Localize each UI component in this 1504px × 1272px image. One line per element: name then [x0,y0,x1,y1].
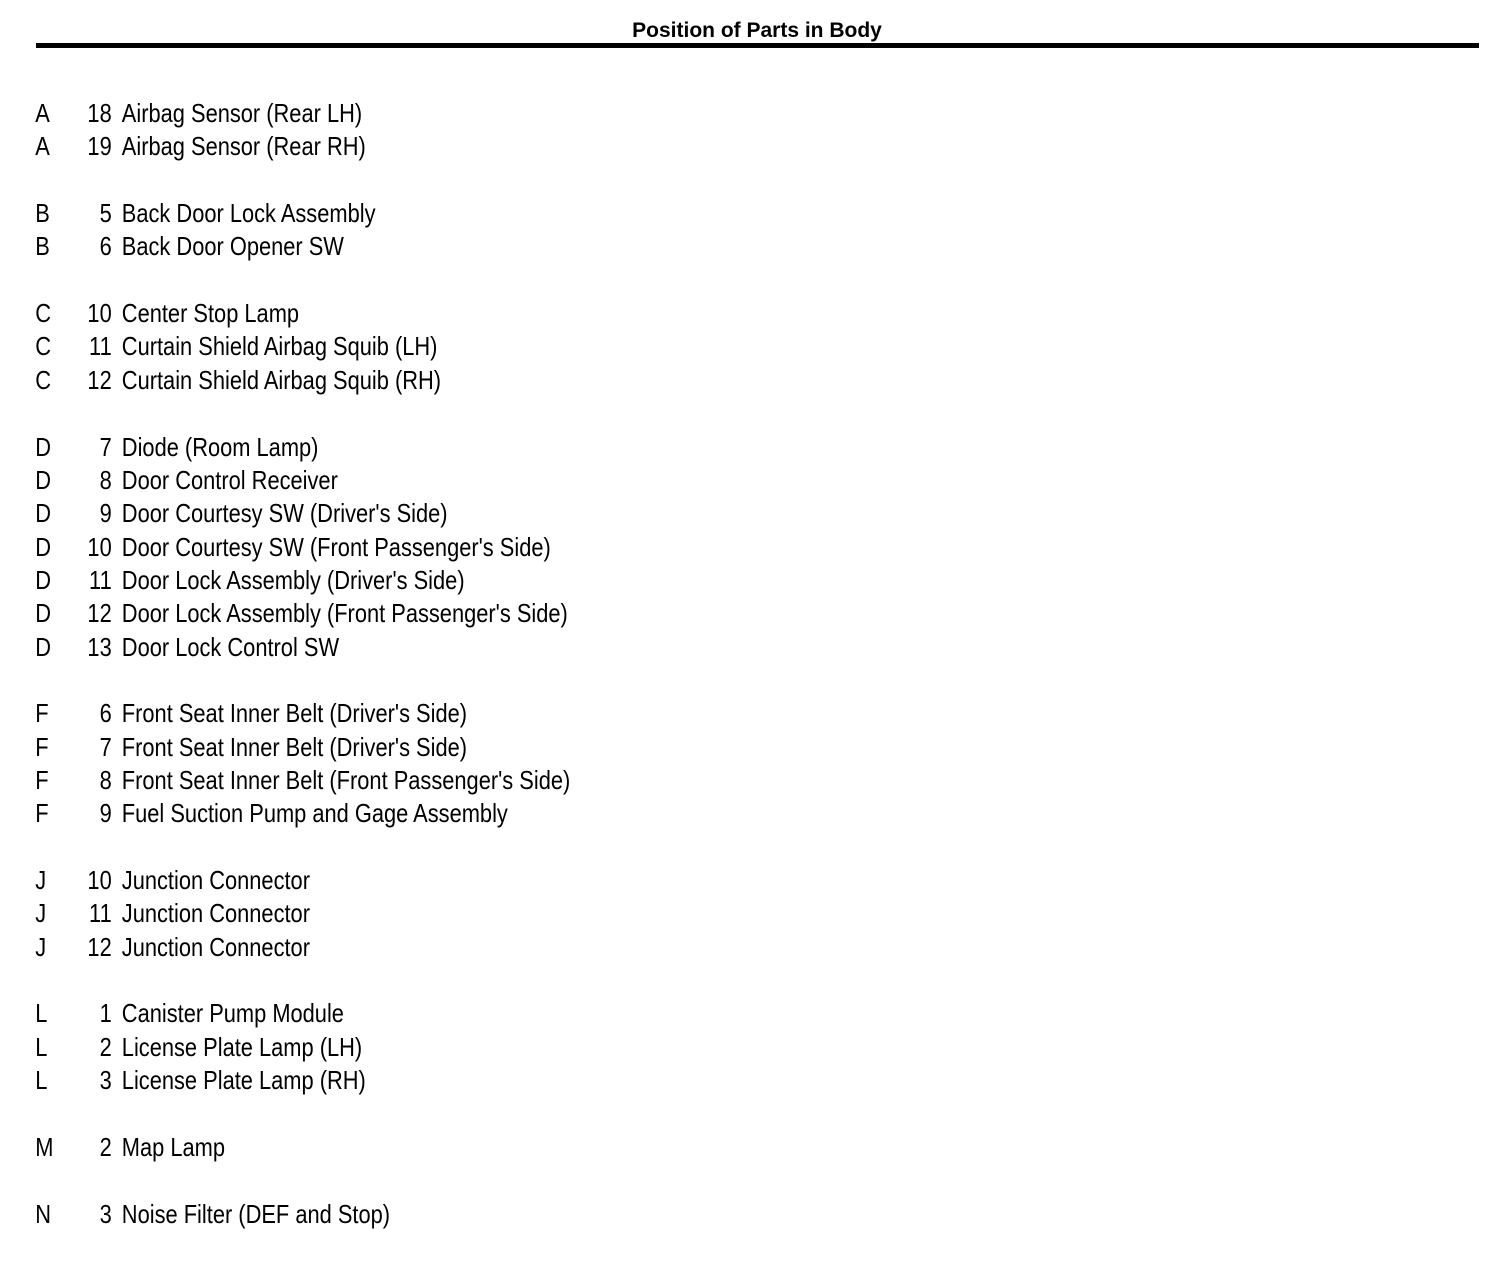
part-number: 18 [87,98,112,128]
part-letter: J [35,931,47,962]
part-number: 3 [99,1198,112,1229]
part-name: Center Stop Lamp [121,298,300,329]
part-name: License Plate Lamp (LH) [121,1031,363,1062]
part-name: Junction Connector [121,931,310,962]
part-letter: D [35,564,52,595]
part-row [0,1063,756,1097]
part-letter: D [35,464,52,495]
part-letter: C [35,364,52,395]
part-name: Back Door Opener SW [121,231,344,262]
part-letter: M [35,1131,54,1162]
part-row [0,129,756,163]
part-number: 19 [87,131,112,162]
part-name: Junction Connector [121,898,310,929]
part-name: Junction Connector [121,865,310,896]
part-name: Noise Filter (DEF and Stop) [121,1198,391,1229]
part-letter: J [35,865,47,896]
part-row [0,563,756,597]
part-row [0,530,756,564]
part-name: Back Door Lock Assembly [121,198,376,229]
part-name: Door Lock Assembly (Front Passenger's Side) [121,598,568,629]
part-letter: J [35,898,47,929]
part-letter: F [35,731,49,762]
part-number: 10 [87,865,112,896]
part-number: 3 [99,1065,112,1096]
part-row [0,730,756,764]
part-name: Airbag Sensor (Rear LH) [121,98,363,128]
part-row [0,796,756,830]
part-letter: F [35,765,49,795]
part-letter: L [35,1031,48,1062]
part-number: 6 [99,698,112,729]
part-letter: L [35,998,48,1029]
part-number: 8 [99,765,112,795]
part-number: 7 [99,431,112,462]
part-row [0,496,756,530]
part-letter: L [35,1065,48,1096]
part-row [0,296,756,330]
part-name: Door Courtesy SW (Front Passenger's Side) [121,531,551,562]
part-name: Airbag Sensor (Rear RH) [121,131,366,162]
part-name: Door Lock Assembly (Driver's Side) [121,564,465,595]
part-number: 12 [87,598,112,629]
part-row [0,463,756,497]
part-row [0,329,756,363]
part-number: 10 [87,298,112,329]
part-name: Front Seat Inner Belt (Front Passenger's Side) [121,765,571,795]
part-letter: C [35,331,52,362]
part-number: 13 [87,631,112,662]
part-row [0,1197,756,1231]
part-row [0,696,756,730]
part-number: 12 [87,364,112,395]
part-number: 1 [99,998,112,1029]
part-name: Curtain Shield Airbag Squib (RH) [121,364,442,395]
part-letter: A [35,98,50,128]
part-number: 11 [89,898,112,929]
part-row [0,896,756,930]
part-number: 5 [99,198,112,229]
part-row [0,1030,756,1064]
part-row [0,1130,756,1164]
part-letter: A [35,131,50,162]
part-row [0,863,756,897]
part-row [0,996,756,1030]
part-letter: B [35,231,50,262]
part-name: Fuel Suction Pump and Gage Assembly [121,798,508,829]
part-row [0,930,756,964]
part-letter: D [35,531,52,562]
part-number: 11 [89,564,112,595]
part-letter: F [35,698,49,729]
part-row [0,363,756,397]
part-number: 9 [99,498,112,529]
part-number: 10 [87,531,112,562]
part-letter: D [35,598,52,629]
part-row [0,229,756,263]
part-number: 6 [99,231,112,262]
part-row [0,763,756,797]
part-row [0,430,756,464]
part-name: Front Seat Inner Belt (Driver's Side) [121,731,468,762]
part-row [0,196,756,230]
part-letter: B [35,198,50,229]
part-name: License Plate Lamp (RH) [121,1065,366,1096]
page-title: Position of Parts in Body [632,19,882,42]
part-letter: D [35,498,52,529]
part-letter: D [35,631,52,662]
part-name: Map Lamp [121,1131,225,1162]
part-name: Door Lock Control SW [121,631,340,662]
part-number: 11 [89,331,112,362]
part-row [0,630,756,664]
part-name: Curtain Shield Airbag Squib (LH) [121,331,438,362]
part-number: 7 [99,731,112,762]
part-row [0,596,756,630]
part-number: 8 [99,464,112,495]
part-name: Canister Pump Module [121,998,344,1029]
part-number: 12 [87,931,112,962]
part-letter: D [35,431,52,462]
part-number: 9 [99,798,112,829]
part-row [0,96,756,130]
part-name: Door Control Receiver [121,464,338,495]
part-name: Front Seat Inner Belt (Driver's Side) [121,698,468,729]
part-name: Diode (Room Lamp) [121,431,319,462]
part-letter: F [35,798,49,829]
part-letter: C [35,298,52,329]
part-letter: N [35,1198,52,1229]
part-number: 2 [99,1131,112,1162]
part-number: 2 [99,1031,112,1062]
part-name: Door Courtesy SW (Driver's Side) [121,498,448,529]
